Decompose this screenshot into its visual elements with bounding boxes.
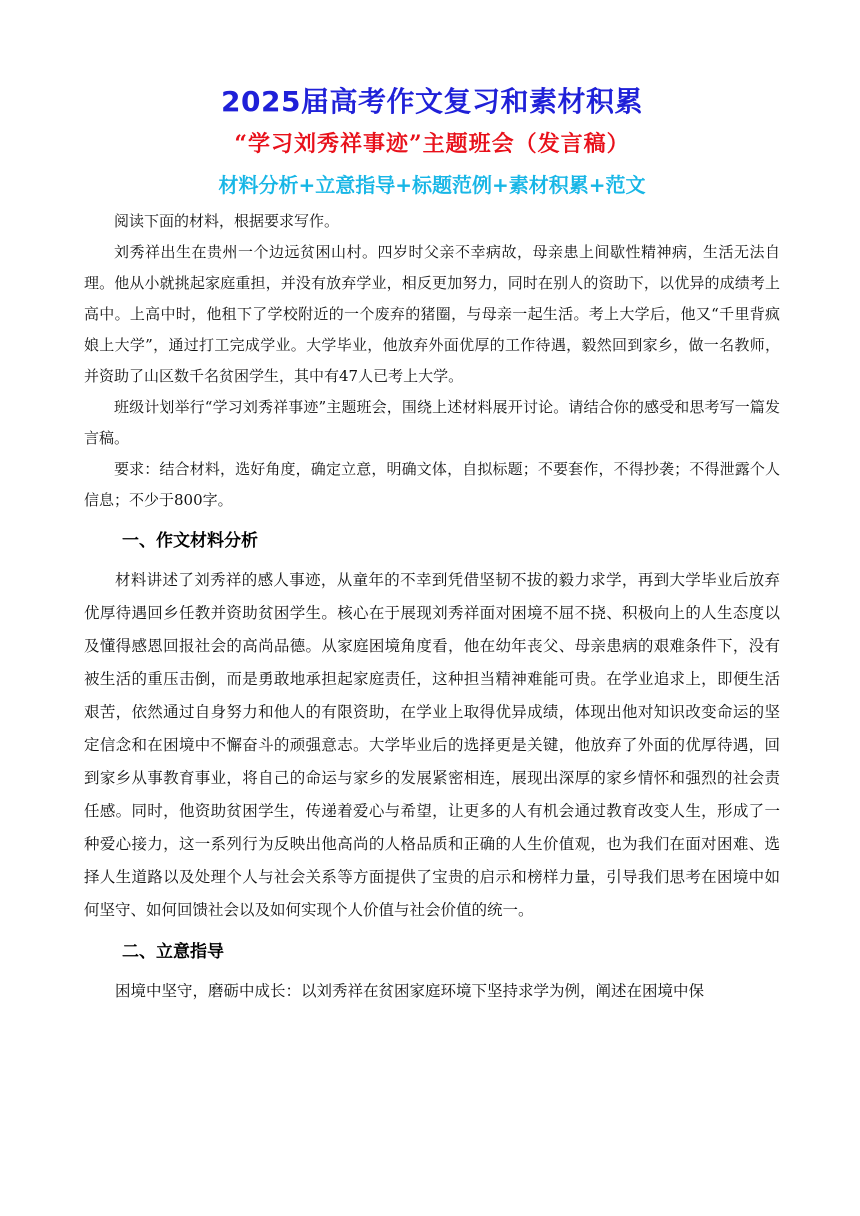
writing-prompt bbox=[84, 206, 780, 516]
section-heading: 一、作文材料分析 bbox=[122, 531, 258, 551]
document-title: 2025届高考作文复习和素材积累 bbox=[221, 85, 643, 118]
prompt-material: 刘秀祥出生在贵州一个边远贫困山村。四岁时父亲不幸病故，母亲患上间歇性精神病，生活无法自理。他从小就挑起家庭重担，并没有放弃学业，相反更加努力，同时在别人的资助下，以优异的成绩考上高中。上高中时，他租下了学校附近的一个废弃的猪圈，与母亲一起生活。考上大学后，他又“千里背疯娘上大学”，通过打工完成学业。大学毕业，他放弃外面优厚的工作待遇，毅然回到家乡，做一名教师，并资助了山区数千名贫困学生，其中有47人已考上大学。 bbox=[84, 243, 780, 385]
prompt-intro: 阅读下面的材料，根据要求写作。 bbox=[114, 212, 340, 230]
section-theme-guidance bbox=[84, 935, 780, 1008]
prompt-requirements: 要求：结合材料，选好角度，确定立意，明确文体，自拟标题；不要套作，不得抄袭；不得泄露个人信息；不少于800字。 bbox=[84, 460, 780, 509]
section-heading: 二、立意指导 bbox=[122, 942, 224, 962]
document-tagline: 材料分析+立意指导+标题范例+素材积累+范文 bbox=[218, 173, 646, 197]
prompt-task: 班级计划举行“学习刘秀祥事迹”主题班会，围绕上述材料展开讨论。请结合你的感受和思考写一篇发言稿。 bbox=[84, 398, 780, 447]
section-paragraph: 困境中坚守，磨砺中成长：以刘秀祥在贫困家庭环境下坚持求学为例，阐述在困境中保 bbox=[115, 982, 705, 1000]
section-paragraph: 材料讲述了刘秀祥的感人事迹，从童年的不幸到凭借坚韧不拔的毅力求学，再到大学毕业后放弃优厚待遇回乡任教并资助贫困学生。核心在于展现刘秀祥面对困境不屈不挠、积极向上的人生态度以及懂得感恩回报社会的高尚品德。从家庭困境角度看，他在幼年丧父、母亲患病的艰难条件下，没有被生活的重压击倒，而是勇敢地承担起家庭责任，这种担当精神难能可贵。在学业追求上，即便生活艰苦，依然通过自身努力和他人的有限资助，在学业上取得优异成绩，体现出他对知识改变命运的坚定信念和在困境中不懈奋斗的顽强意志。大学毕业后的选择更是关键，他放弃了外面的优厚待遇，回到家乡从事教育事业，将自己的命运与家乡的发展紧密相连，展现出深厚的家乡情怀和强烈的社会责任感。同时，他资助贫困学生，传递着爱心与希望，让更多的人有机会通过教育改变人生，形成了一种爱心接力，这一系列行为反映出他高尚的人格品质和正确的人生价值观，也为我们在面对困难、选择人生道路以及处理个人与社会关系等方面提供了宝贵的启示和榜样力量，引导我们思考在困境中如何坚守、如何回馈社会以及如何实现个人价值与社会价值的统一。 bbox=[84, 571, 780, 919]
document-subtitle: “学习刘秀祥事迹”主题班会（发言稿） bbox=[234, 131, 630, 157]
section-material-analysis bbox=[84, 524, 780, 927]
